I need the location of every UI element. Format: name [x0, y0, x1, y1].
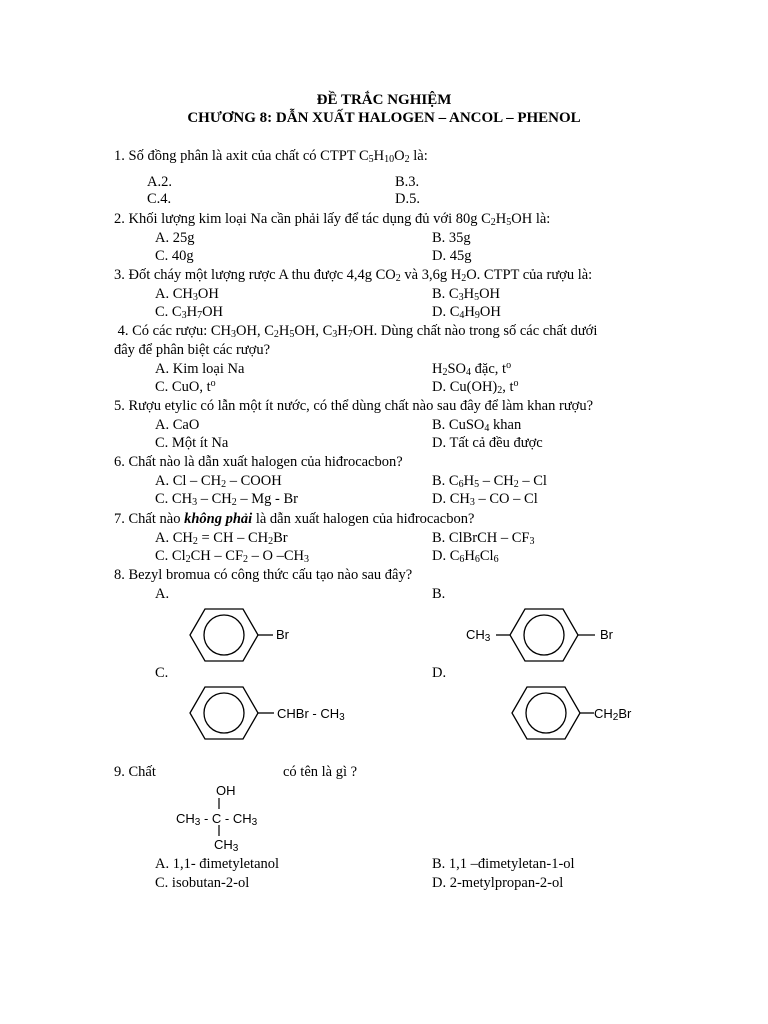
q2-option-d[interactable]: D. 45g — [432, 248, 472, 264]
q9-struct-bottom: $CH_3$ — [214, 837, 239, 854]
q4-option-c[interactable]: C. CuO, $t^o$ — [155, 378, 216, 395]
q7-stem — [114, 511, 474, 528]
q1-option-c[interactable]: C.4. — [147, 191, 172, 207]
q7-stem-post: là dẫn xuất halogen của hiđrocacbon? — [252, 511, 475, 527]
q8-option-c[interactable]: C. — [155, 665, 169, 681]
q9-struct-main-chain: $CH_3$ - C - $CH_3$ — [176, 811, 258, 828]
q8-option-d[interactable]: D. — [432, 665, 447, 681]
q9-option-d[interactable]: D. 2-metylpropan-2-ol — [432, 875, 564, 891]
q3-option-a[interactable]: A. $CH_3OH$ — [155, 286, 219, 303]
q3-option-d[interactable]: D. $C_4H_9OH$ — [432, 304, 501, 321]
q6-stem: 6. Chất nào là dẫn xuất halogen của hiđrocacbon? — [114, 454, 403, 470]
q3-option-c[interactable]: C. $C_3H_7OH$ — [155, 304, 224, 321]
q2-option-a[interactable]: A. 25g — [155, 230, 195, 246]
q8-stem: 8. Bezyl bromua có công thức cấu tạo nào sau đây? — [114, 567, 413, 583]
q8-a-substituent: Br — [276, 627, 289, 642]
q4-option-a[interactable]: A. Kim loại Na — [155, 361, 245, 377]
q5-option-b[interactable]: B. CuSO$_4$ khan — [432, 417, 522, 434]
q5-option-d[interactable]: D. Tất cả đều được — [432, 435, 543, 451]
q9-option-b[interactable]: B. 1,1 –đimetyletan-1-ol — [432, 856, 575, 872]
q9-option-a[interactable]: A. 1,1- đimetyletanol — [155, 856, 280, 872]
q5-option-c[interactable]: C. Một ít Na — [155, 435, 229, 451]
q9-struct-oh: OH — [216, 783, 236, 798]
q7-stem-pre: 7. Chất nào — [114, 511, 185, 527]
q2-option-b[interactable]: B. 35g — [432, 230, 471, 246]
q6-option-c[interactable]: C. $CH_3 - CH_2$ – Mg - Br — [155, 491, 298, 508]
q4-option-b[interactable]: $H_2SO_4$ đặc, $t^o$ — [432, 360, 512, 378]
q1-option-a[interactable]: A.2. — [147, 174, 172, 190]
q9-stem-pre: 9. Chất — [114, 764, 156, 780]
q4-stem: 4. Có các rượu: $CH_3OH$, $C_2H_5OH$, $C_3H_7OH$. Dùng chất nào trong số các chất dưới — [114, 323, 598, 340]
q2-stem: 2. Khối lượng kim loại Na cần phải lấy để tác dụng đủ với 80g $C_2H_5OH$ là: — [114, 211, 551, 228]
q4-option-d[interactable]: D. $Cu(OH)_2$, $t^o$ — [432, 378, 519, 396]
q7-option-d[interactable]: D. $C_6H_6Cl_6$ — [432, 548, 499, 565]
q1-option-b[interactable]: B.3. — [395, 174, 420, 190]
q6-option-b[interactable]: B. $C_6H_5 - CH_2$ – Cl — [432, 473, 547, 490]
q1-option-d[interactable]: D.5. — [395, 191, 420, 207]
q1-stem: 1. Số đồng phân là axit của chất có CTPT $C_5H_{10}O_2$ là: — [114, 148, 428, 165]
q8-c-substituent: CHBr - $CH_3$ — [277, 706, 345, 723]
q3-stem: 3. Đốt cháy một lượng rược A thu được 4,4g $CO_2$ và 3,6g $H_2O$. CTPT của rượu là: — [114, 267, 593, 284]
q7-option-c[interactable]: C. $Cl_2CH - CF_2$ – O $-CH_3$ — [155, 548, 310, 565]
q7-option-a[interactable]: A. $CH_2$ = CH – $CH_2Br$ — [155, 530, 288, 547]
q7-option-b[interactable]: B. ClBrCH – $CF_3$ — [432, 530, 535, 547]
q8-option-a[interactable]: A. — [155, 586, 170, 602]
q6-option-a[interactable]: A. Cl – $CH_2$ – COOH — [155, 473, 282, 490]
q8-d-substituent: $CH_2Br$ — [594, 706, 632, 723]
q8-b-right-group: Br — [600, 627, 613, 642]
q8-option-b[interactable]: B. — [432, 586, 446, 602]
q3-option-b[interactable]: B. $C_3H_5OH$ — [432, 286, 501, 303]
q6-option-d[interactable]: D. $CH_3$ – CO – Cl — [432, 491, 538, 508]
page-title: ĐỀ TRẮC NGHIỆM — [316, 92, 452, 108]
q2-option-c[interactable]: C. 40g — [155, 248, 194, 264]
benzene-ring-structure-b — [495, 603, 605, 667]
q5-option-a[interactable]: A. CaO — [155, 417, 200, 433]
q5-stem: 5. Rượu etylic có lẫn một ít nước, có thể dùng chất nào sau đây để làm khan rượu? — [114, 398, 594, 414]
q4-stem-cont: đây để phân biệt các rượu? — [114, 342, 271, 358]
q9-option-c[interactable]: C. isobutan-2-ol — [155, 875, 250, 891]
chapter-title: CHƯƠNG 8: DẪN XUẤT HALOGEN – ANCOL – PHENOL — [187, 110, 581, 126]
benzene-ring-structure-c — [180, 681, 290, 745]
q9-stem-post: có tên là gì ? — [283, 764, 358, 780]
q8-b-left-group: $CH_3$ — [466, 627, 491, 644]
q7-stem-emphasis: không phải — [184, 511, 253, 527]
